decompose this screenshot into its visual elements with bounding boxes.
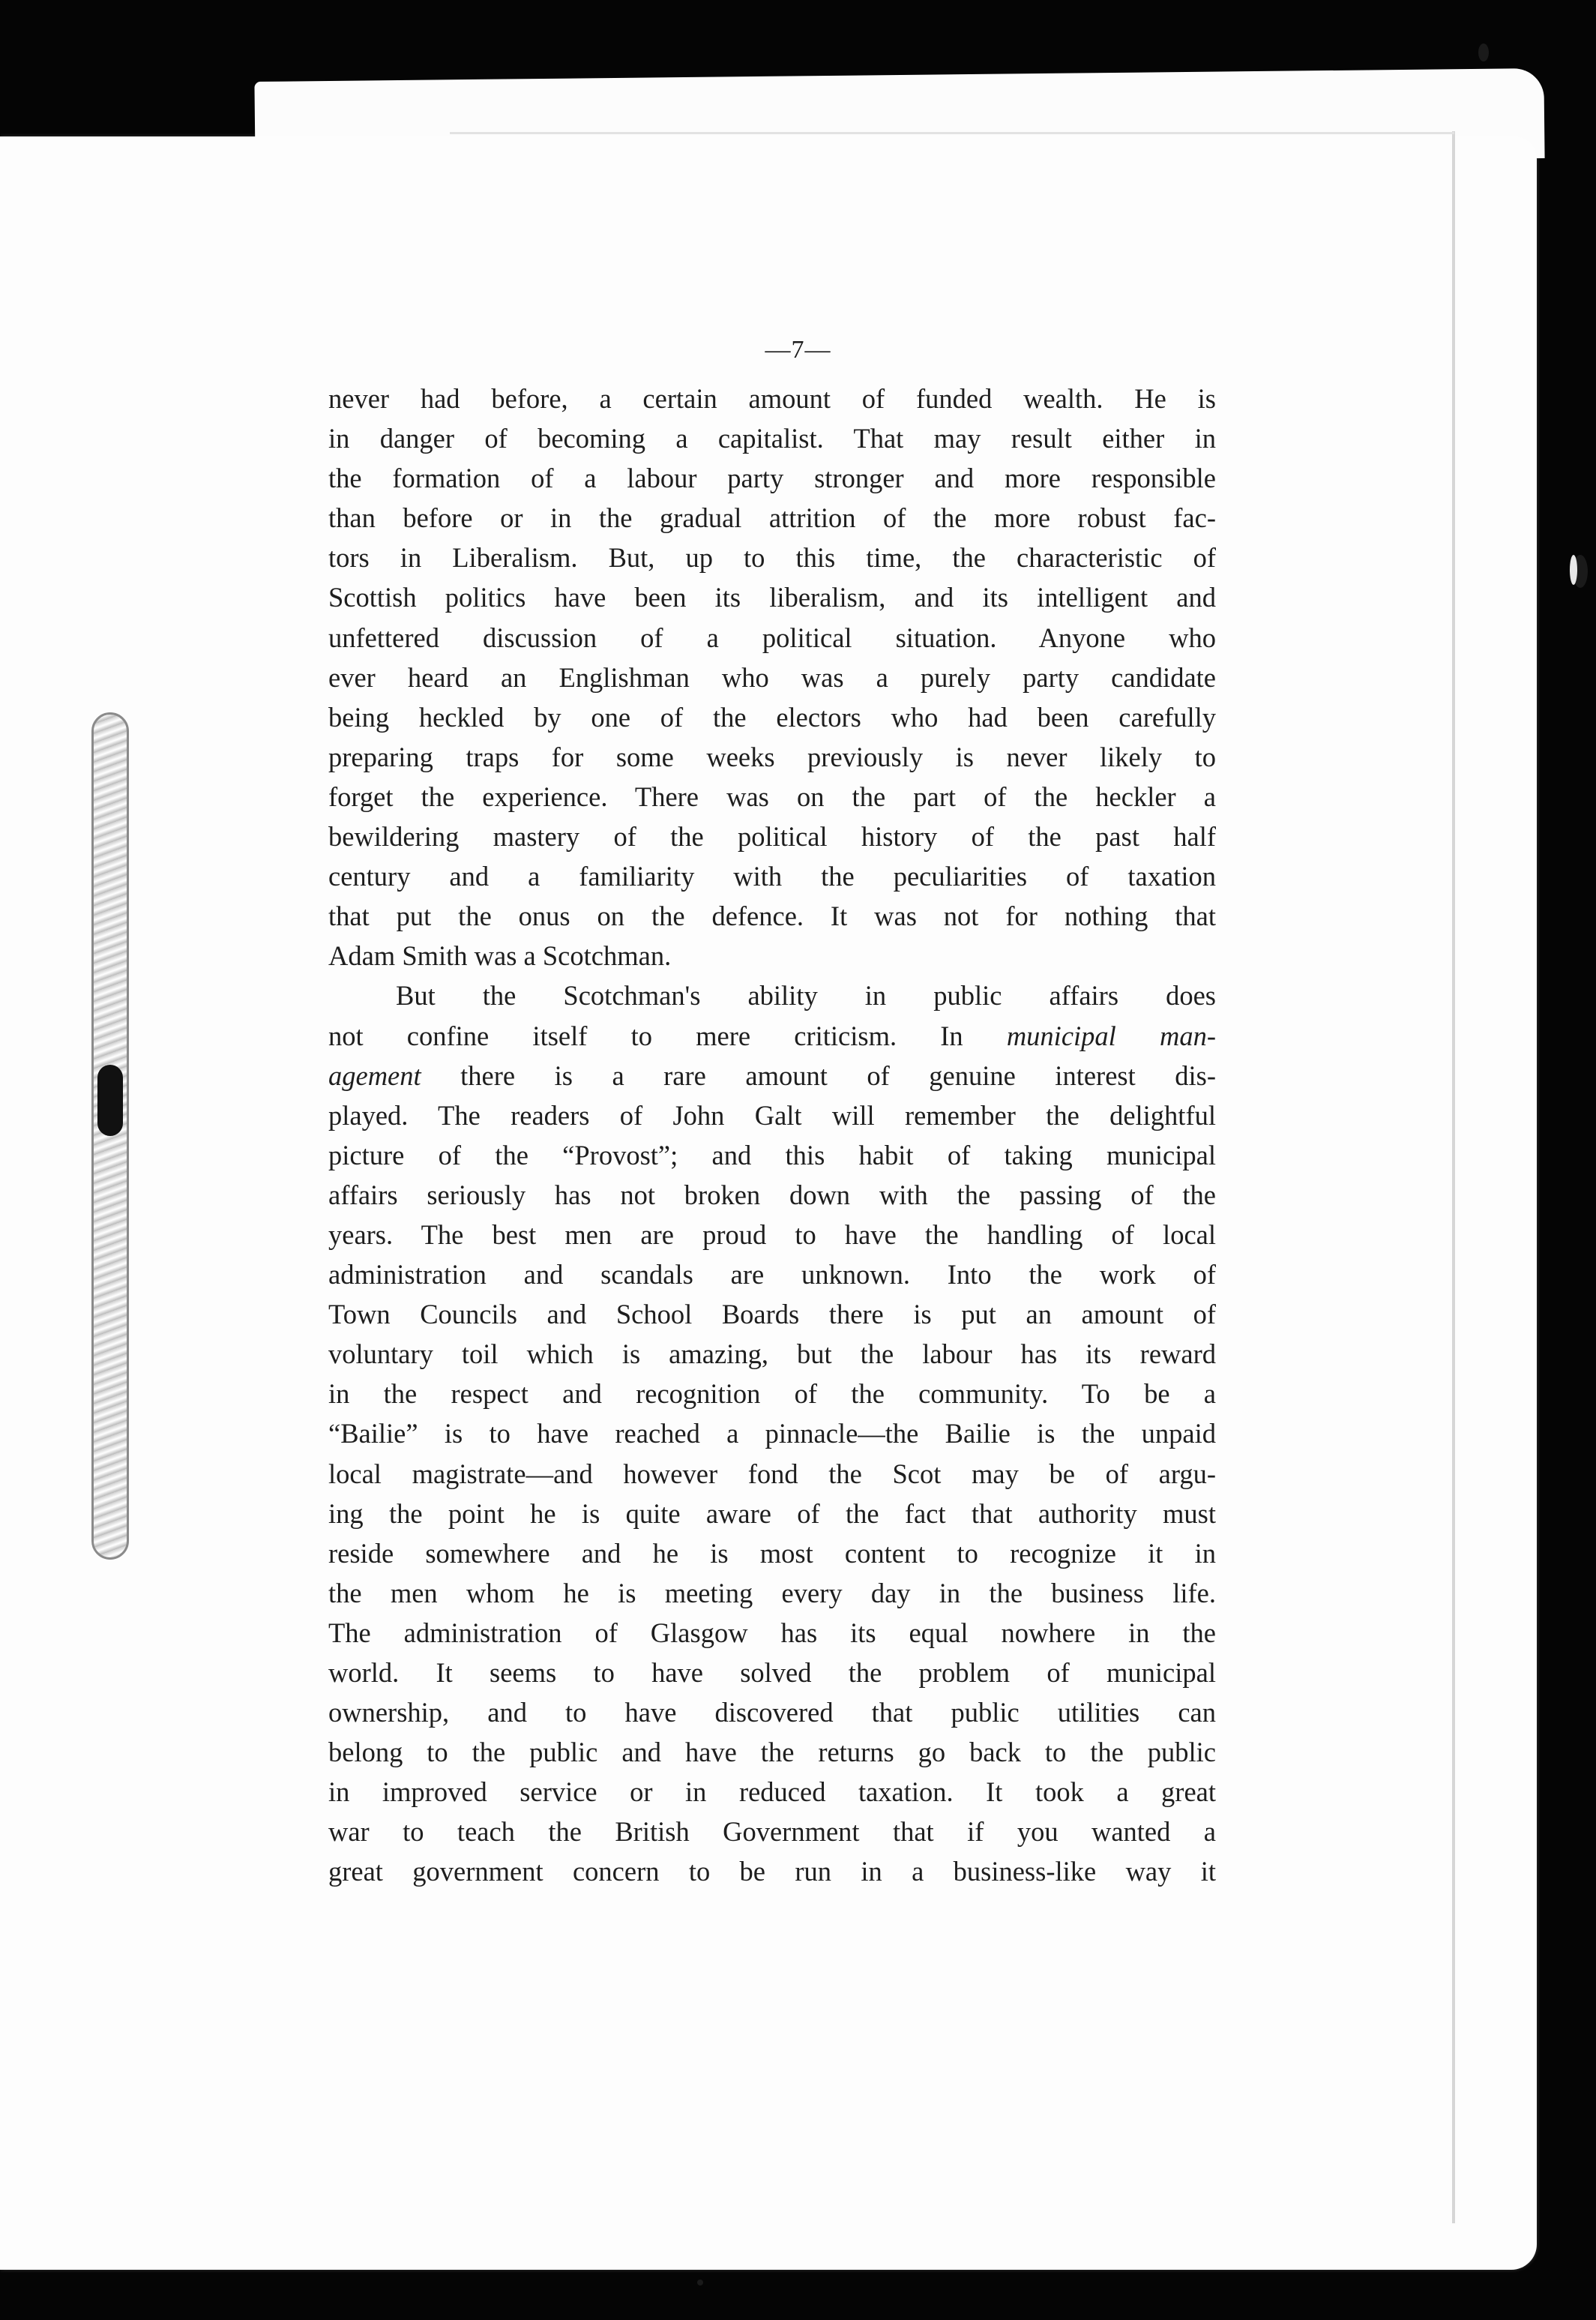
text-line: The administration of Glasgow has its equal nowhere in the: [328, 1617, 1216, 1648]
text-line: reside somewhere and he is most content to recognize it in: [328, 1537, 1216, 1569]
text-line: not confine itself to mere criticism. In municipal man-: [328, 1020, 1216, 1051]
text-line: Town Councils and School Boards there is put an amount of: [328, 1299, 1216, 1330]
body-text: [328, 379, 1216, 1892]
text-line: “Bailie” is to have reached a pinnacle—the Bailie is the unpaid: [328, 1418, 1216, 1449]
text-line: preparing traps for some weeks previously is never likely to: [328, 741, 1216, 772]
text-line: war to teach the British Government that if you wanted a: [328, 1816, 1216, 1848]
scan-speck: [1570, 555, 1577, 585]
text-line: ing the point he is quite aware of the fact that authority must: [328, 1497, 1216, 1529]
text-line: Adam Smith was a Scotchman.: [328, 940, 672, 972]
text-line: belong to the public and have the returns go back to the public: [328, 1737, 1216, 1768]
text-line: great government concern to be run in a business-like way it: [328, 1856, 1216, 1887]
page-fold-line: [1452, 131, 1455, 2223]
page-fold-line-top: [450, 132, 1454, 134]
italic-phrase: agement: [328, 1060, 421, 1091]
text-line: never had before, a certain amount of funded wealth. He is: [328, 383, 1216, 414]
text-line: the men whom he is meeting every day in the business life.: [328, 1577, 1216, 1608]
text-line: ever heard an Englishman who was a purely party candidate: [328, 661, 1216, 693]
text-line: voluntary toil which is amazing, but the labour has its reward: [328, 1338, 1216, 1370]
page-number: —7—: [765, 336, 831, 364]
text-line: Scottish politics have been its liberalism, and its intelligent and: [328, 582, 1216, 613]
text-line: local magistrate—and however fond the Scot may be of argu-: [328, 1458, 1216, 1489]
text-line: But the Scotchman's ability in public affairs does: [396, 980, 1216, 1012]
text-line: bewildering mastery of the political history of the past half: [328, 821, 1216, 853]
text-line: than before or in the gradual attrition of the more robust fac-: [328, 502, 1216, 534]
scan-speck: [1478, 43, 1489, 61]
text-line: ownership, and to have discovered that public utilities can: [328, 1697, 1216, 1728]
text-line: forget the experience. There was on the part of the heckler a: [328, 781, 1216, 812]
text-line: being heckled by one of the electors who had been carefully: [328, 701, 1216, 733]
italic-phrase: municipal man-: [1006, 1020, 1216, 1051]
text-line: affairs seriously has not broken down with the passing of the: [328, 1179, 1216, 1210]
text-line: in danger of becoming a capitalist. That may result either in: [328, 423, 1216, 454]
text-line: century and a familiarity with the peculiarities of taxation: [328, 861, 1216, 892]
text-line: played. The readers of John Galt will remember the delightful: [328, 1099, 1216, 1131]
text-line: in the respect and recognition of the community. To be a: [328, 1378, 1216, 1410]
binding-cord: [91, 712, 129, 1560]
text-line: in improved service or in reduced taxation. It took a great: [328, 1776, 1216, 1808]
text-line: picture of the “Provost”; and this habit of taking municipal: [328, 1139, 1216, 1170]
text-line: the formation of a labour party stronger and more responsible: [328, 463, 1216, 494]
text-line: years. The best men are proud to have the handling of local: [328, 1218, 1216, 1250]
scan-speck: [697, 2280, 703, 2286]
text-line: agement there is a rare amount of genuine interest dis-: [328, 1060, 1216, 1091]
text-line: that put the onus on the defence. It was not for nothing that: [328, 901, 1216, 932]
text-line: administration and scandals are unknown. Into the work of: [328, 1259, 1216, 1290]
binding-knot: [97, 1065, 123, 1136]
text-line: tors in Liberalism. But, up to this time, the characteristic of: [328, 542, 1216, 574]
text-line: world. It seems to have solved the problem of municipal: [328, 1657, 1216, 1688]
text-line: unfettered discussion of a political situation. Anyone who: [328, 622, 1216, 653]
